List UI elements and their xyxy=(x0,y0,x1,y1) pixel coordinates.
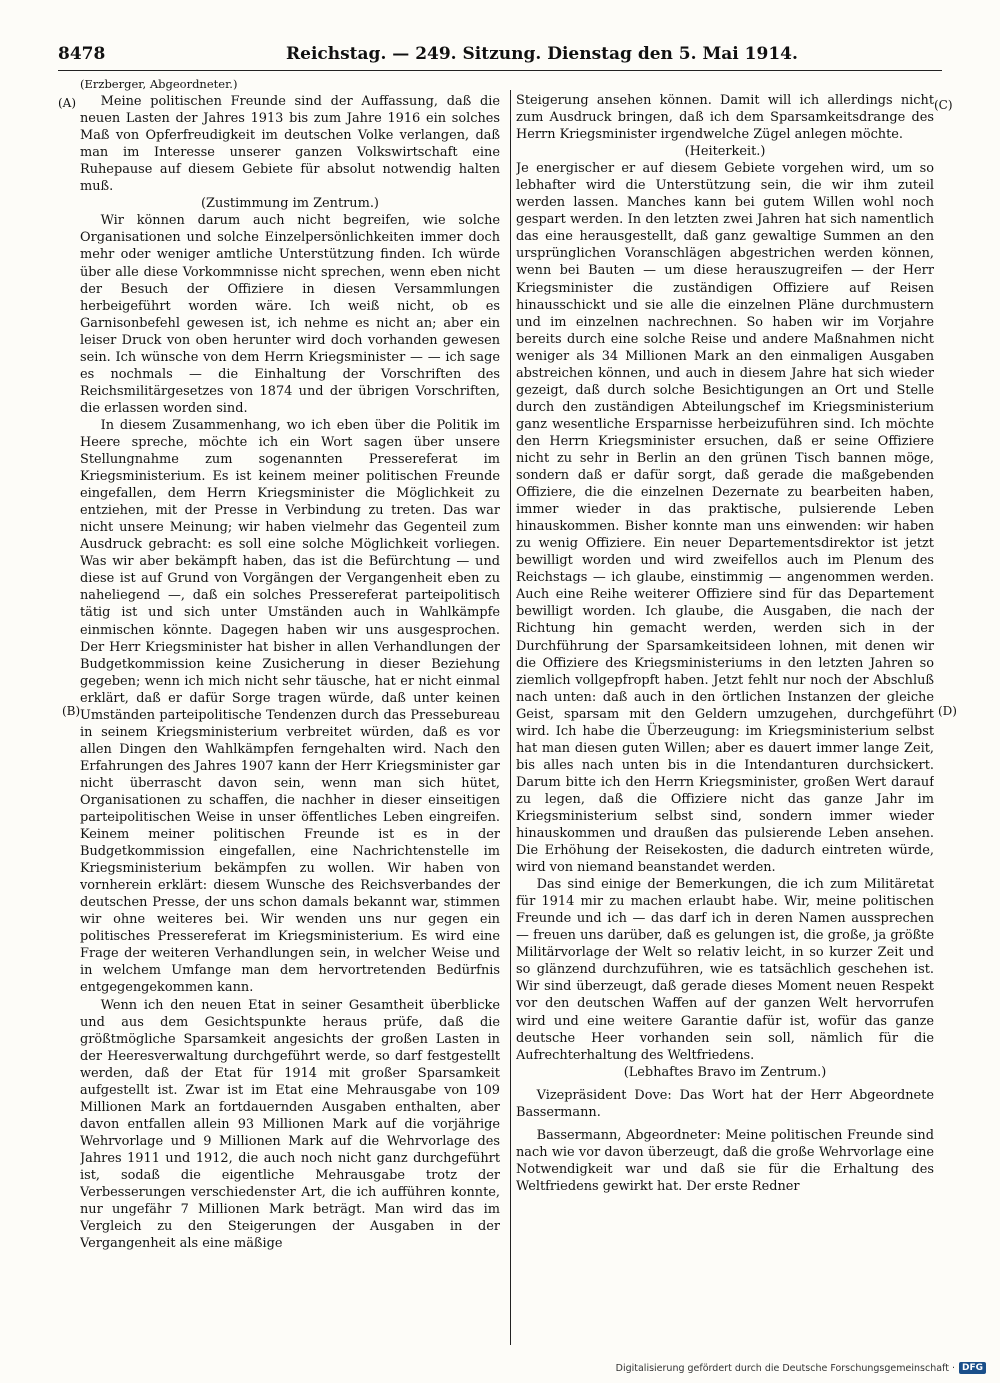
left-column xyxy=(80,76,500,1336)
footer-text: Digitalisierung gefördert durch die Deutsche Forschungsgemeinschaft · xyxy=(615,1362,955,1374)
column-divider xyxy=(510,90,511,1345)
paragraph: Das sind einige der Bemerkungen, die ich zum Militäretat für 1914 mir zu machen erlaubt habe. Wir, meine politischen Freunde und ich — das darf ich in deren Namen aussprechen — freuen uns darüber, daß es gelungen ist, die große, ja größte Militärvorlage der Welt so relativ leicht, in so kurzer Zeit und so glänzend durchzuführen, wie es tatsächlich geschehen ist. Wir sind überzeugt, daß gerade dieses Moment neuen Respekt vor den deutschen Waffen auf der ganzen Welt hervorrufen wird und eine weitere Garantie dafür ist, wofür das ganze deutsche Heer vorhanden sein soll, nämlich für die Aufrechterhaltung des Weltfriedens. xyxy=(516,877,934,1063)
paragraph: Meine politischen Freunde sind der Auffassung, daß die neuen Lasten der Jahres 1913 bis zum Jahre 1916 ein solches Maß von Opferfreudigkeit im deutschen Volke verlangen, daß man im Interesse unserer ganzen Volkswirtschaft eine Ruhepause auf diesem Gebiete für absolut notwendig halten muß. xyxy=(80,94,500,195)
margin-marker-c: (C) xyxy=(934,98,953,112)
margin-marker-d: (D) xyxy=(938,704,957,718)
reaction: (Lebhaftes Bravo im Zentrum.) xyxy=(623,1064,827,1080)
reaction: (Zustimmung im Zentrum.) xyxy=(201,196,379,212)
margin-marker-b: (B) xyxy=(62,704,81,718)
paragraph: Steigerung ansehen können. Damit will ich allerdings nicht zum Ausdruck bringen, daß ich dem Sparsamkeitsdrange des Herrn Kriegsminister irgendwelche Zügel anlegen möchte. xyxy=(516,93,934,143)
speaker-line: (Erzberger, Abgeordneter.) xyxy=(80,77,238,91)
right-column xyxy=(516,92,934,1352)
margin-marker-a: (A) xyxy=(58,96,77,110)
paragraph: Je energischer er auf diesem Gebiete vorgehen wird, um so lebhafter wird die Unterstützung sein, die wir ihm zuteil werden lassen. Manches kann bei gutem Willen wohl noch gespart werden. In den letzten zwei Jahren hat sich namentlich das eine herausgestellt, daß ganz gewaltige Summen an den ursprünglichen Voranschlägen abgestrichen werden können, wenn bei Bauten — um diese herauszugreifen — der Herr Kriegsminister die zuständigen Offiziere auf Reisen hinausschickt und sie alle die einzelnen Pläne durchmustern und im einzelnen nachrechnen. So haben wir im Vorjahre bereits durch eine solche Reise und andere Maßnahmen nicht weniger als 34 Millionen Mark an den einmaligen Ausgaben abstreichen können, und auch in diesem Jahre hat sich wieder gezeigt, daß durch solche Besichtigungen an Ort und Stelle durch den zuständigen Abteilungschef im Kriegsministerium ganz wesentliche Ersparnisse herbeizuführen sind. Ich möchte den Herrn Kriegsminister ersuchen, daß er seine Offiziere nicht zu sehr in Berlin an den grünen Tisch bannen möge, sondern daß er dafür sorgt, daß gerade die maßgebenden Offiziere, die die einzelnen Dezernate zu bearbeiten haben, immer wieder in das praktische, pulsierende Leben hinauskommen. Bisher konnte man uns einwenden: wir haben zu wenig Offiziere. Ein neuer Departementsdirektor ist jetzt bewilligt worden und wird zweifellos auch im Plenum des Reichstags — ich glaube, einstimmig — angenommen werden. Auch eine Reihe weiterer Offiziere sind für das Departement bewilligt worden. Ich glaube, die Ausgaben, die nach der Richtung hin gemacht werden, werden sich in der Durchführung der Sparsamkeitsideen lohnen, mit denen wir die Offiziere des Kriegsministeriums in den letzten Jahren so ziemlich vollgepfropft haben. Jetzt fehlt nur noch der Abschluß nach unten: daß auch in den örtlichen Instanzen der gleiche Geist, sparsam mit den Geldern umzugehen, durchgeführt wird. Ich habe die Überzeugung: im Kriegsministerium selbst hat man diesen guten Willen; aber es dauert immer lange Zeit, bis alles nach unten bis in die Intendanturen durchsickert. Darum bitte ich den Herrn Kriegsminister, großen Wert darauf zu legen, daß die Offiziere nicht das ganze Jahr im Kriegsministerium selbst sind, sondern immer wieder hinauskommen und draußen das pulsierende Leben ansehen. Die Erhöhung der Reisekosten, die dadurch eintreten würde, wird von niemand beanstandet werden. xyxy=(516,161,934,876)
header-rule xyxy=(58,70,942,71)
page-number: 8478 xyxy=(58,44,106,64)
paragraph: Wenn ich den neuen Etat in seiner Gesamtheit überblicke und aus dem Gesichtspunkte heraus prüfe, daß die größtmögliche Sparsamkeit angesichts der großen Lasten in der Heeresverwaltung durchgeführt werde, so darf festgestellt werden, daß der Etat für 1914 mit großer Sparsamkeit aufgestellt ist. Zwar ist im Etat eine Mehrausgabe von 109 Millionen Mark an fortdauernden Ausgaben enthalten, aber davon entfallen allein 93 Millionen Mark auf die vorjährige Wehrvorlage und 9 Millionen Mark auf die Wehrvorlage des Jahres 1911 und 1912, die auch noch nicht ganz durchgeführt ist, sodaß die eigentliche Mehrausgabe trotz der Verbesserungen verschiedenster Art, die ich aufführen konnte, nur ungefähr 7 Millionen Mark beträgt. Man wird das im Vergleich zu den Steigerungen der Ausgaben in der Vergangenheit als eine mäßige xyxy=(80,997,500,1252)
paragraph: Vizepräsident Dove: Das Wort hat der Herr Abgeordnete Bassermann. xyxy=(516,1087,934,1120)
page-header xyxy=(58,44,942,68)
paragraph: Wir können darum auch nicht begreifen, wie solche Organisationen und solche Einzelpersönlichkeiten immer doch mehr oder weniger amtliche Unterstützung finden. Ich würde über alle diese Vorkommnisse nicht sprechen, wenn eben nicht der Besuch der Offiziere in diesen Versammlungen herbeigeführt worden wäre. Ich weiß nicht, ob es Garnisonbefehl gewesen ist, ich nehme es nicht an; aber ein leiser Druck von oben herunter wird doch vorhanden gewesen sein. Ich wünsche von dem Herrn Kriegsminister — — ich sage es nochmals — die Einhaltung der Vorschriften des Reichsmilitärgesetzes von 1874 und der übrigen Vorschriften, die erlassen worden sind. xyxy=(80,213,500,416)
paragraph: In diesem Zusammenhang, wo ich eben über die Politik im Heere spreche, möchte ich ein Wort sagen über unsere Stellungnahme zum sogenannten Pressereferat im Kriegsministerium. Es ist keinem meiner politischen Freunde eingefallen, dem Herrn Kriegsminister die Möglichkeit zu entziehen, mit der Presse in Verbindung zu treten. Das war nicht unsere Meinung; wir haben vielmehr das Gegenteil zum Ausdruck gebracht: es soll eine solche Möglichkeit vorliegen. Was wir aber bekämpft haben, das ist die Befürchtung — und diese ist auf Grund von Vorgängen der Vergangenheit eben zu naheliegend —, daß ein solches Pressereferat parteipolitisch tätig ist und sich unter Umständen auch in Wahlkämpfe einmischen könnte. Dagegen haben wir uns ausgesprochen. Der Herr Kriegsminister hat bisher in allen Verhandlungen der Budgetkommission keine Zusicherung in dieser Beziehung gegeben; wenn ich mich nicht sehr täusche, hat er nicht einmal erklärt, daß er dafür Sorge tragen würde, daß unter keinen Umständen parteipolitische Tendenzen durch das Pressebureau in seinem Kriegsministerium verbreitet würden, daß es vor allen Dingen den Wahlkämpfen ferngehalten wird. Nach den Erfahrungen des Jahres 1907 kann der Herr Kriegsminister gar nicht überrascht davon sein, wenn man sich hütet, Organisationen zu schaffen, die nachher in dieser einseitigen parteipolitischen Weise in unser öffentliches Leben eingreifen. Keinem meiner politischen Freunde ist es in der Budgetkommission eingefallen, eine Nachrichtenstelle im Kriegsministerium bekämpfen zu wollen. Wir haben von vornherein erklärt: diesem Wunsche des Reichsverbandes der deutschen Presse, der uns schon damals bekannt war, stimmen wir ohne weiteres bei. Wir wenden uns nur gegen ein politisches Pressereferat im Kriegsministerium. Es wird eine Frage der weiteren Verhandlungen sein, in welcher Weise und in welchem Umfange man dem hervortretenden Bedürfnis entgegengekommen kann. xyxy=(80,417,500,996)
running-title: Reichstag. — 249. Sitzung. Dienstag den 5. Mai 1914. xyxy=(286,44,798,64)
dfg-logo: DFG xyxy=(959,1362,986,1374)
paragraph: Bassermann, Abgeordneter: Meine politischen Freunde sind nach wie vor davon überzeugt, daß die große Wehrvorlage eine Notwendigkeit war und daß sie für die Erhaltung des Weltfriedens gewirkt hat. Der erste Redner xyxy=(516,1127,934,1194)
footer xyxy=(616,1362,986,1374)
reaction: (Heiterkeit.) xyxy=(684,144,766,160)
